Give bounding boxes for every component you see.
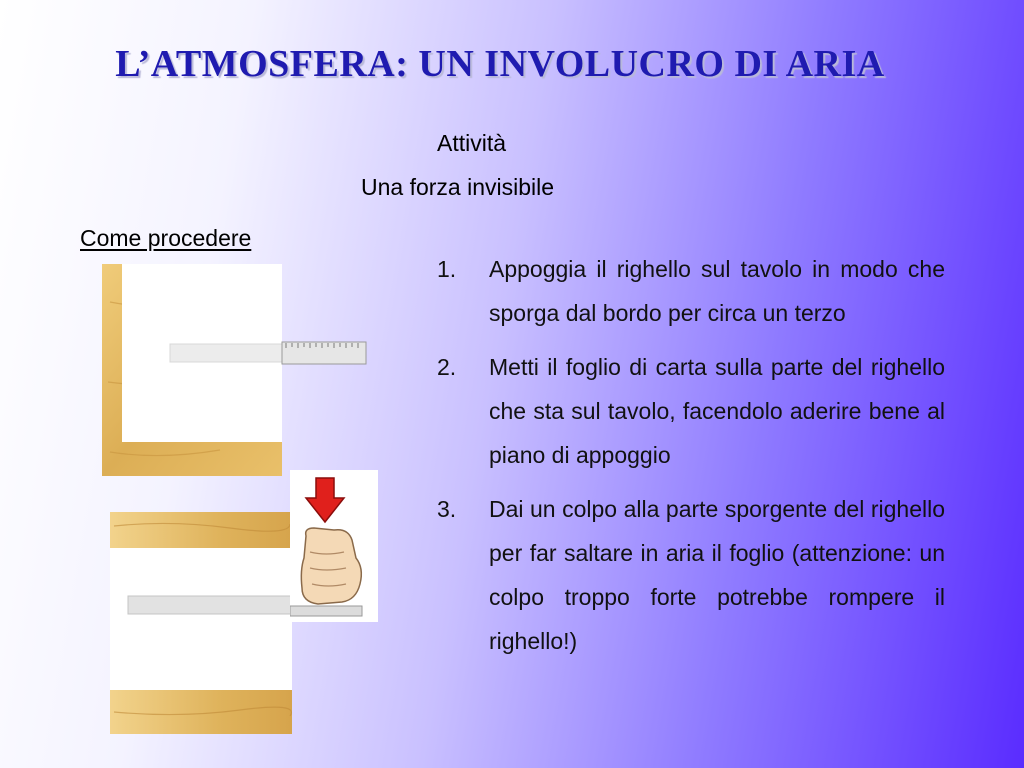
illustration-ruler-on-table: [100, 262, 370, 478]
step-text: Dai un colpo alla parte sporgente del righello per far saltare in aria il foglio (attenzione: un colpo troppo forte potrebbe rompere il righello!): [489, 496, 945, 654]
activity-label: Attività: [437, 130, 507, 156]
list-item: [437, 487, 945, 663]
step-number: 3.: [437, 496, 457, 522]
activity-title: Una forza invisibile: [361, 174, 555, 200]
section-heading: Come procedere: [80, 225, 252, 251]
step-text: Appoggia il righello sul tavolo in modo che sporga dal bordo per circa un terzo: [489, 256, 945, 326]
step-number: 1.: [437, 256, 457, 282]
illustration-paper-on-ruler: [110, 512, 294, 736]
slide-title: L’ATMOSFERA: UN INVOLUCRO DI ARIA: [115, 43, 885, 85]
instruction-list: [437, 247, 945, 673]
list-item: [437, 345, 945, 477]
step-number: 2.: [437, 354, 457, 380]
step-text: Metti il foglio di carta sulla parte del righello che sta sul tavolo, facendolo aderire bene al piano di appoggio: [489, 354, 945, 468]
illustration-hand-strike: [290, 470, 378, 622]
list-item: [437, 247, 945, 335]
